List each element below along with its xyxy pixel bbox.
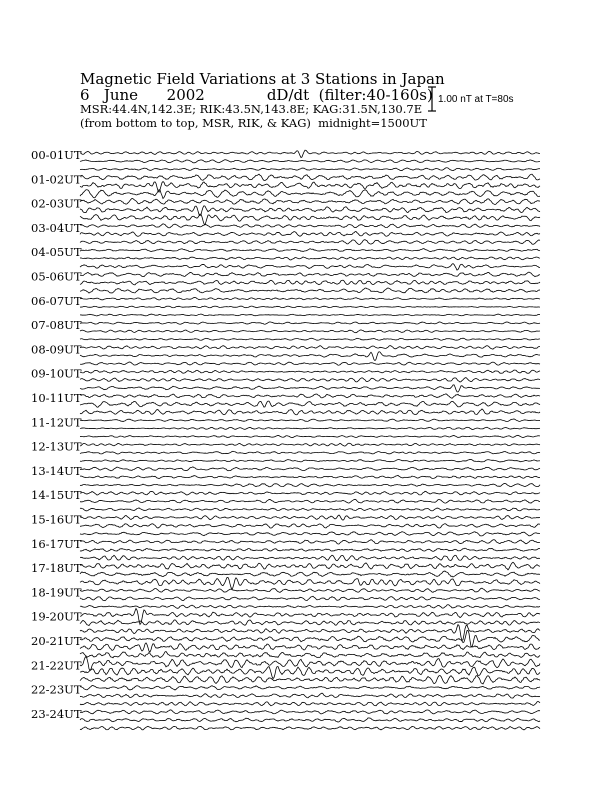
trace-kag-hour-4 <box>80 249 540 252</box>
trace-msr-hour-3 <box>80 240 540 245</box>
hour-label: 17-18UT <box>31 561 82 576</box>
trace-rik-hour-19 <box>80 620 540 626</box>
trace-kag-hour-10 <box>80 394 540 398</box>
trace-rik-hour-1 <box>80 182 540 193</box>
trace-rik-hour-3 <box>80 232 540 237</box>
date-filter-line: 6 June 2002 dD/dt (filter:40-160s) <box>80 86 433 104</box>
hour-label: 22-23UT <box>31 682 82 697</box>
trace-rik-hour-14 <box>80 499 540 503</box>
trace-rik-hour-17 <box>80 571 540 577</box>
trace-msr-hour-21 <box>80 676 540 684</box>
traces <box>80 150 540 730</box>
trace-rik-hour-13 <box>80 475 540 478</box>
trace-msr-hour-22 <box>80 701 540 705</box>
hour-label: 12-13UT <box>31 439 82 454</box>
trace-msr-hour-1 <box>80 190 540 199</box>
trace-kag-hour-13 <box>80 467 540 471</box>
trace-rik-hour-12 <box>80 451 540 454</box>
trace-msr-hour-17 <box>80 577 540 589</box>
trace-kag-hour-12 <box>80 443 540 446</box>
trace-rik-hour-15 <box>80 524 540 528</box>
hour-label: 18-19UT <box>31 585 82 600</box>
trace-kag-hour-9 <box>80 370 540 373</box>
trace-kag-hour-6 <box>80 298 540 300</box>
hour-label: 11-12UT <box>31 415 82 430</box>
trace-kag-hour-22 <box>80 686 540 690</box>
trace-kag-hour-16 <box>80 540 540 544</box>
trace-rik-hour-8 <box>80 352 540 361</box>
trace-kag-hour-1 <box>80 174 540 180</box>
trace-kag-hour-11 <box>80 419 540 422</box>
trace-kag-hour-14 <box>80 491 540 495</box>
trace-msr-hour-15 <box>80 532 540 536</box>
scale-bar <box>428 87 514 111</box>
trace-rik-hour-23 <box>80 718 540 722</box>
trace-msr-hour-0 <box>80 168 540 171</box>
trace-msr-hour-13 <box>80 484 540 487</box>
trace-msr-hour-8 <box>80 362 540 365</box>
hour-label: 13-14UT <box>31 463 82 478</box>
stations-coordinates-line: MSR:44.4N,142.3E; RIK:43.5N,143.8E; KAG:31.5N,130.7E <box>80 102 423 116</box>
trace-kag-hour-18 <box>80 588 540 592</box>
trace-msr-hour-10 <box>80 409 540 415</box>
hour-label: 00-01UT <box>31 148 82 162</box>
hour-label: 01-02UT <box>31 172 82 187</box>
trace-msr-hour-4 <box>80 264 540 270</box>
trace-kag-hour-7 <box>80 322 540 324</box>
trace-kag-hour-3 <box>80 224 540 228</box>
trace-msr-hour-18 <box>80 605 540 609</box>
trace-rik-hour-22 <box>80 693 540 698</box>
trace-kag-hour-8 <box>80 346 540 350</box>
hour-label: 07-08UT <box>31 318 82 333</box>
hour-label: 05-06UT <box>31 269 82 284</box>
hour-label: 14-15UT <box>31 488 82 503</box>
hour-label: 03-04UT <box>31 220 82 235</box>
trace-rik-hour-2 <box>80 206 540 216</box>
scale-bar-label: 1.00 nT at T=80s <box>438 94 514 105</box>
chart-title: Magnetic Field Variations at 3 Stations in Japan <box>80 70 445 88</box>
trace-msr-hour-2 <box>80 214 540 225</box>
trace-kag-hour-20 <box>80 631 540 647</box>
stations-order-line: (from bottom to top, MSR, RIK, & KAG) midnight=1500UT <box>80 116 427 130</box>
trace-rik-hour-0 <box>80 160 540 163</box>
hour-label: 09-10UT <box>31 366 82 381</box>
hour-label: 16-17UT <box>31 536 82 551</box>
trace-msr-hour-12 <box>80 459 540 462</box>
trace-rik-hour-4 <box>80 257 540 260</box>
trace-kag-hour-5 <box>80 272 540 277</box>
trace-msr-hour-23 <box>80 726 540 730</box>
hour-label: 06-07UT <box>31 293 82 308</box>
hour-label: 04-05UT <box>31 245 82 260</box>
trace-kag-hour-0 <box>80 150 540 157</box>
hour-label: 02-03UT <box>31 196 82 211</box>
hour-label: 21-22UT <box>31 658 82 673</box>
trace-msr-hour-6 <box>80 314 540 316</box>
trace-rik-hour-21 <box>80 667 540 679</box>
trace-rik-hour-7 <box>80 330 540 333</box>
trace-rik-hour-5 <box>80 280 540 285</box>
trace-msr-hour-7 <box>80 338 540 340</box>
hour-label: 10-11UT <box>31 391 82 405</box>
trace-rik-hour-10 <box>80 401 540 407</box>
trace-rik-hour-16 <box>80 548 540 551</box>
trace-msr-hour-5 <box>80 288 540 293</box>
trace-kag-hour-15 <box>80 515 540 520</box>
trace-kag-hour-2 <box>80 198 540 204</box>
hour-labels <box>31 148 82 721</box>
trace-msr-hour-9 <box>80 385 540 392</box>
trace-rik-hour-6 <box>80 306 540 308</box>
trace-msr-hour-16 <box>80 555 540 561</box>
trace-rik-hour-9 <box>80 378 540 382</box>
hour-label: 20-21UT <box>31 634 82 648</box>
hour-label: 08-09UT <box>31 342 82 357</box>
trace-msr-hour-11 <box>80 435 540 437</box>
trace-kag-hour-17 <box>80 562 540 570</box>
hour-label: 15-16UT <box>31 512 82 527</box>
trace-msr-hour-14 <box>80 508 540 511</box>
trace-rik-hour-11 <box>80 427 540 429</box>
hour-label: 23-24UT <box>31 706 82 721</box>
trace-rik-hour-18 <box>80 596 540 600</box>
trace-msr-hour-20 <box>80 652 540 658</box>
hour-label: 19-20UT <box>31 609 82 624</box>
trace-kag-hour-23 <box>80 710 540 714</box>
